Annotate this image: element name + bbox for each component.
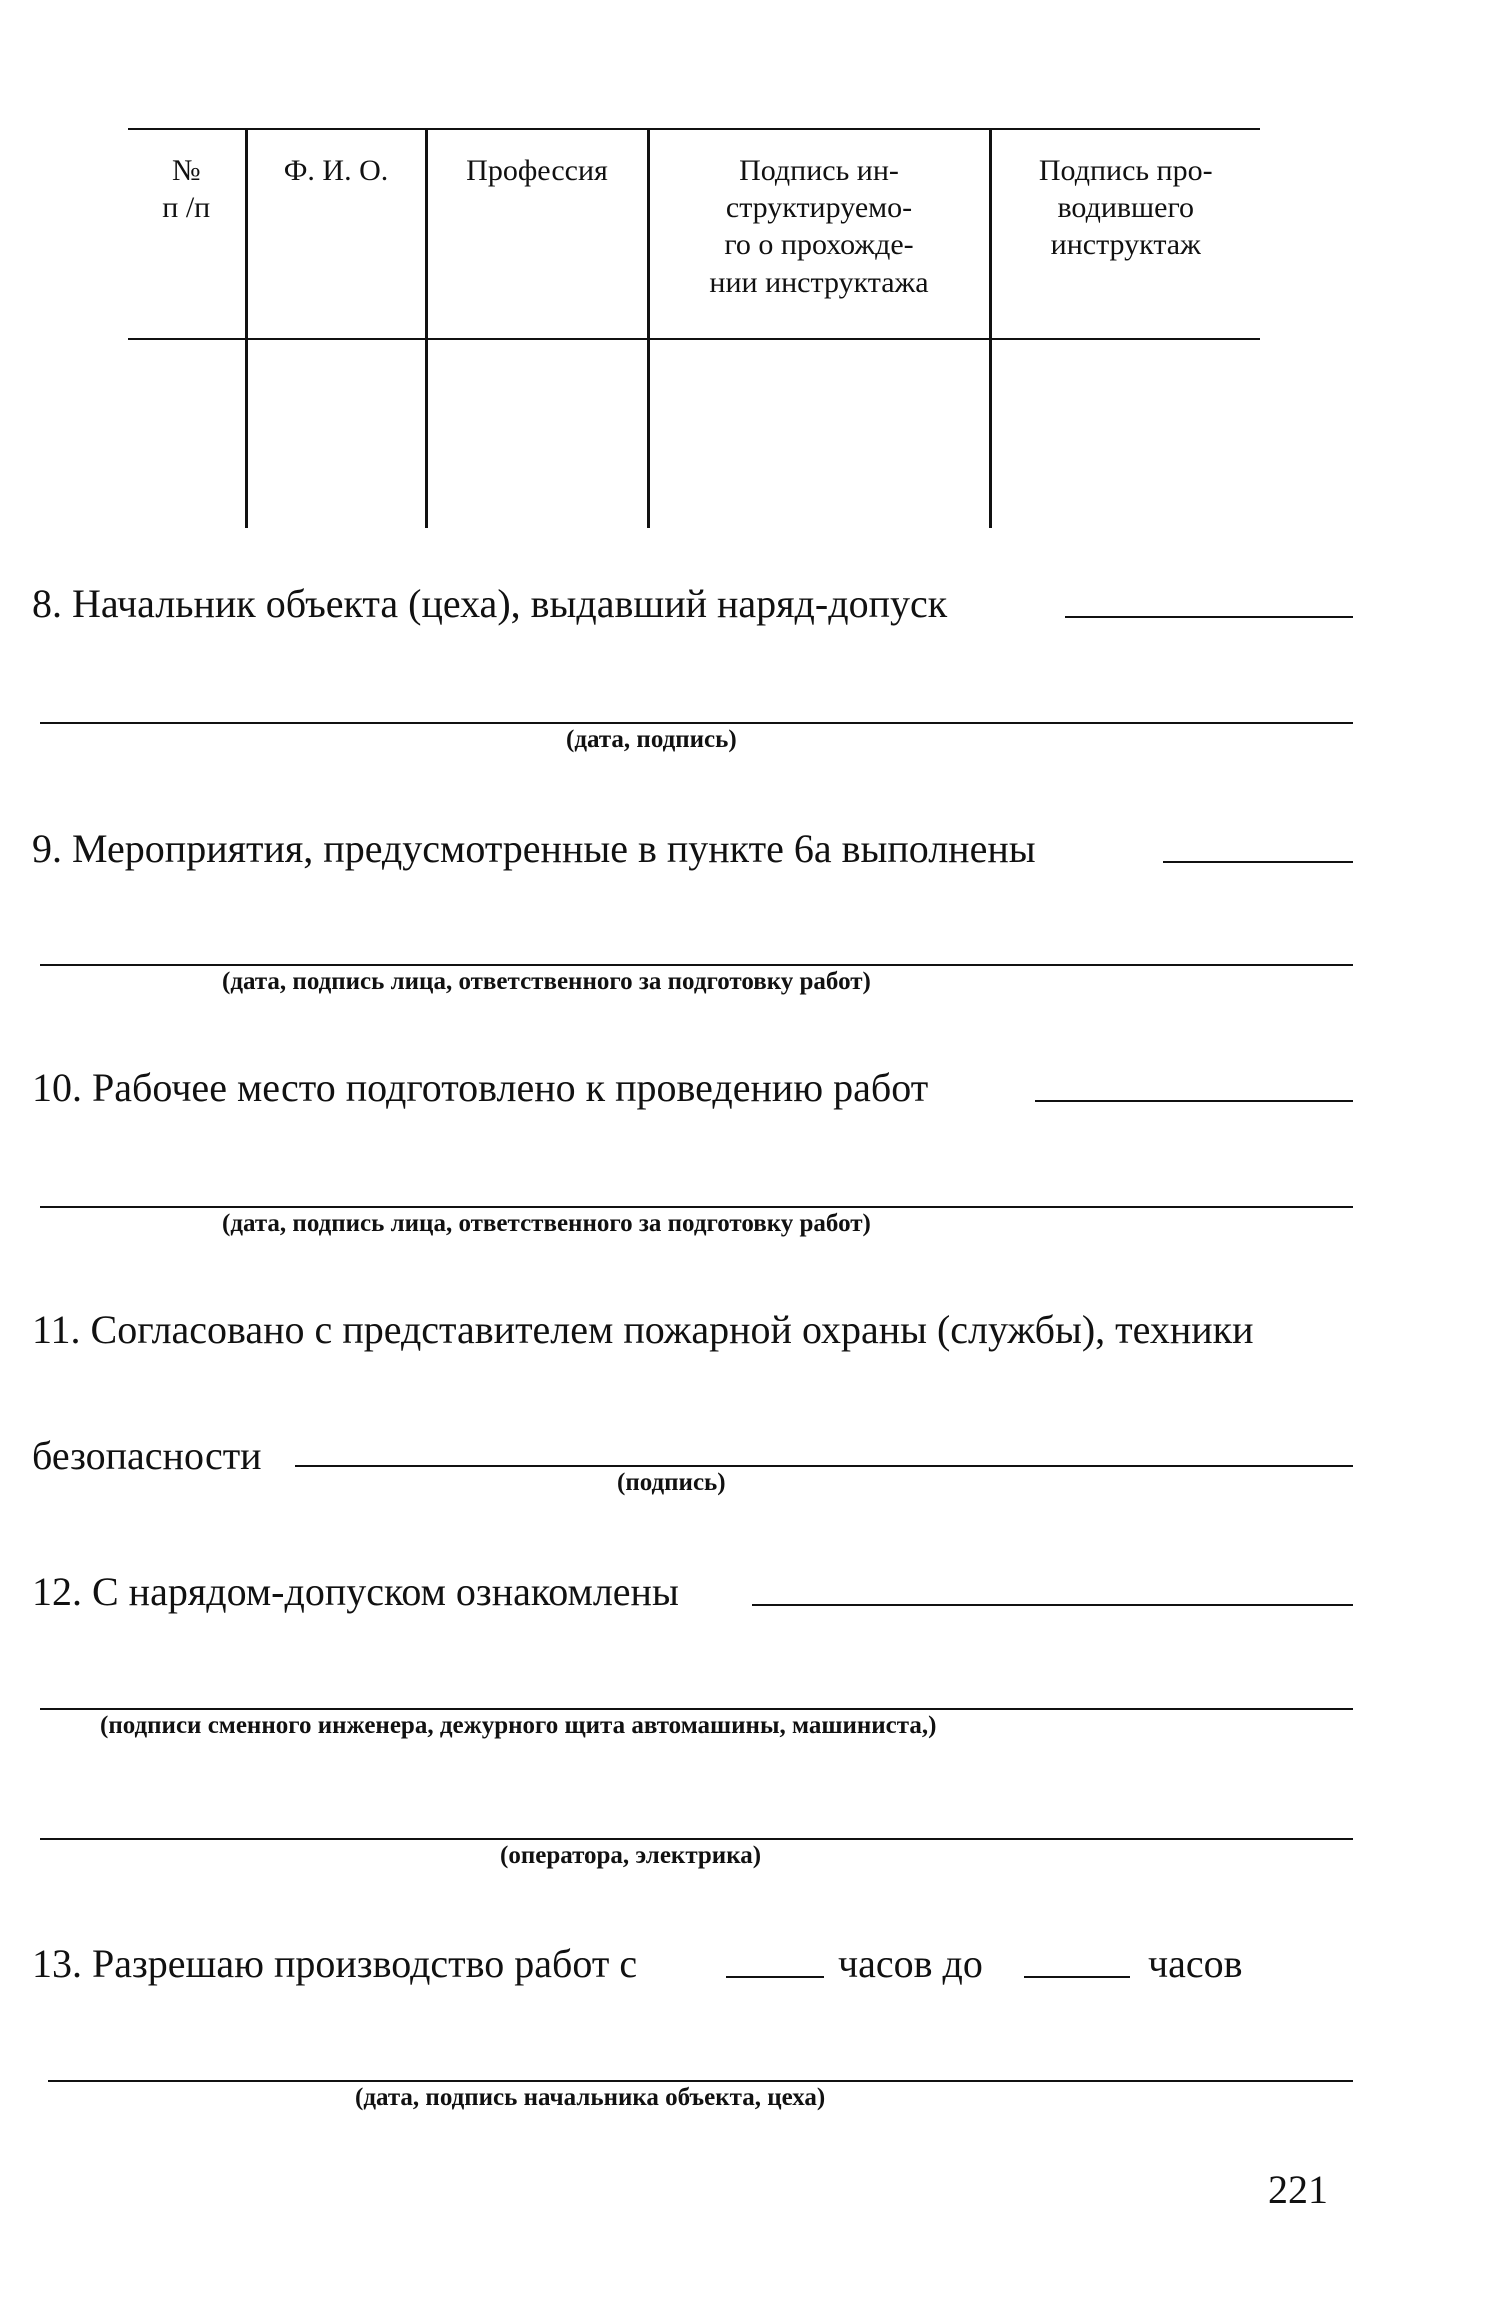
item-9-inline-field[interactable] [1163,861,1353,863]
item-11-signature-line[interactable] [295,1465,1353,1467]
cell-trainee-signature[interactable] [648,339,990,528]
instruction-table [128,128,1260,528]
header-profession: Профессия [426,129,648,339]
item-12-caption-1: (подписи сменного инженера, дежурного щита автомашины, машиниста,) [100,1712,937,1739]
item-12-signature-line-2[interactable] [40,1838,1353,1840]
item-12-inline-field[interactable] [752,1604,1353,1606]
page-number: 221 [1268,2167,1328,2212]
item-13-label-start: 13. Разрешаю производство работ с [32,1941,638,1986]
header-number: № п /п [128,129,246,339]
item-13-label-middle: часов до [838,1941,983,1986]
item-9-signature-line[interactable] [40,964,1353,966]
cell-full-name[interactable] [246,339,426,528]
item-11-caption: (подпись) [617,1469,726,1496]
header-trainee-signature: Подпись ин- структируемо- го о прохожде- нии инструктажа [648,129,990,339]
cell-instructor-signature[interactable] [990,339,1260,528]
item-13-signature-line[interactable] [48,2080,1353,2082]
item-10-signature-line[interactable] [40,1206,1353,1208]
item-13-caption: (дата, подпись начальника объекта, цеха) [355,2084,826,2111]
item-12-caption-2: (оператора, электрика) [500,1842,762,1869]
table-header-row [128,129,1260,339]
item-10-inline-field[interactable] [1035,1100,1353,1102]
item-8-inline-field[interactable] [1065,616,1353,618]
item-12-signature-line-1[interactable] [40,1708,1353,1710]
cell-number[interactable] [128,339,246,528]
item-8-signature-line[interactable] [40,722,1353,724]
item-11-label-continued: безопасности [32,1433,262,1478]
cell-profession[interactable] [426,339,648,528]
item-8-caption: (дата, подпись) [566,726,737,753]
table-row [128,339,1260,528]
header-full-name: Ф. И. О. [246,129,426,339]
item-13-hours-to-field[interactable] [1024,1976,1130,1978]
item-9-label: 9. Мероприятия, предусмотренные в пункте 6а выполнены [32,826,1036,871]
header-instructor-signature: Подпись про- водившего инструктаж [990,129,1260,339]
item-12-label: 12. С нарядом-допуском ознакомлены [32,1569,679,1614]
item-9-caption: (дата, подпись лица, ответственного за подготовку работ) [222,968,871,995]
item-11-label: 11. Согласовано с представителем пожарной охраны (службы), техники [32,1307,1254,1352]
item-10-label: 10. Рабочее место подготовлено к проведению работ [32,1065,929,1110]
item-13-label-end: часов [1148,1941,1243,1986]
item-8-label: 8. Начальник объекта (цеха), выдавший наряд-допуск [32,581,948,626]
item-13-hours-from-field[interactable] [726,1976,824,1978]
item-10-caption: (дата, подпись лица, ответственного за подготовку работ) [222,1210,871,1237]
